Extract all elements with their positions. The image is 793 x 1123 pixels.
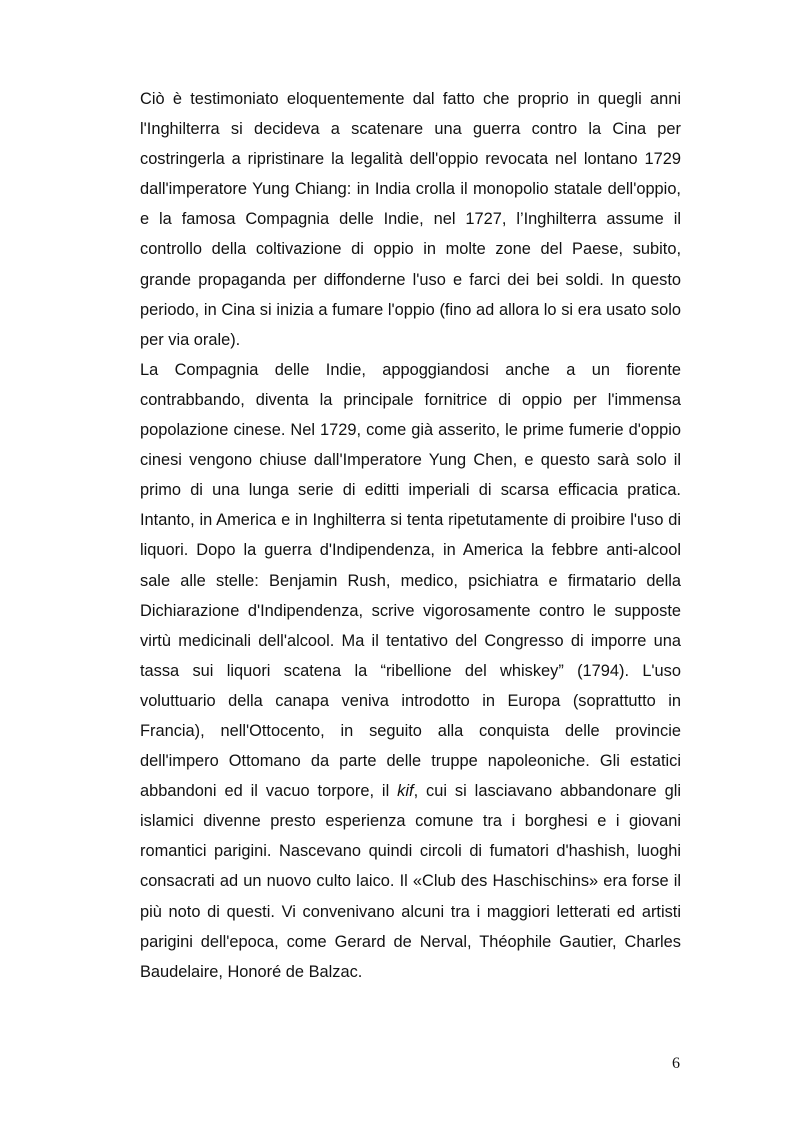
paragraph-2-text-before: La Compagnia delle Indie, appoggiandosi anche a un fiorente contrabbando, diventa la principale fornitrice di oppio per l'immensa popolazione cinese. Nel 1729, come già asserito, le prime fumerie d'oppio cinesi vengono chiuse dall'Imperatore Yung Chen, e questo sarà solo il primo di una lunga serie di editti imperiali di scarsa efficacia pratica. Intanto, in America e in Inghilterra si tenta ripetutamente di proibire l'uso di liquori. Dopo la guerra d'Indipendenza, in America la febbre anti-alcool sale alle stelle: Benjamin Rush, medico, psichiatra e firmatario della Dichiarazione d'Indipendenza, scrive vigorosamente contro le supposte virtù medicinali dell'alcool. Ma il tentativo del Congresso di imporre una tassa sui liquori scatena la “ribellione del whiskey” (1794). L'uso voluttuario della canapa veniva introdotto in Europa (soprattutto in Francia), nell'Ottocento, in seguito alla conquista delle provincie dell'impero Ottomano da parte delle truppe napoleoniche. Gli estatici abbandoni ed il vacuo torpore, il: [140, 360, 681, 801]
body-text: [140, 84, 681, 987]
paragraph-2: [140, 355, 681, 987]
page-number: 6: [672, 1055, 680, 1072]
italic-term-kif: kif: [397, 782, 414, 801]
paragraph-1: Ciò è testimoniato eloquentemente dal fatto che proprio in quegli anni l'Inghilterra si decideva a scatenare una guerra contro la Cina per costringerla a ripristinare la legalità dell'oppio revocata nel lontano 1729 dall'imperatore Yung Chiang: in India crolla il monopolio statale dell'oppio, e la famosa Compagnia delle Indie, nel 1727, l’Inghilterra assume il controllo della coltivazione di oppio in molte zone del Paese, subito, grande propaganda per diffonderne l'uso e farci dei bei soldi. In questo periodo, in Cina si inizia a fumare l'oppio (fino ad allora lo si era usato solo per via orale).: [140, 90, 681, 349]
paragraph-2-text-after: , cui si lasciavano abbandonare gli islamici divenne presto esperienza comune tra i borghesi e i giovani romantici parigini. Nascevano quindi circoli di fumatori d'hashish, luoghi consacrati ad un nuovo culto laico. Il «Club des Haschischins» era forse il più noto di questi. Vi convenivano alcuni tra i maggiori letterati ed artisti parigini dell'epoca, come Gerard de Nerval, Théophile Gautier, Charles Baudelaire, Honoré de Balzac.: [140, 782, 681, 981]
